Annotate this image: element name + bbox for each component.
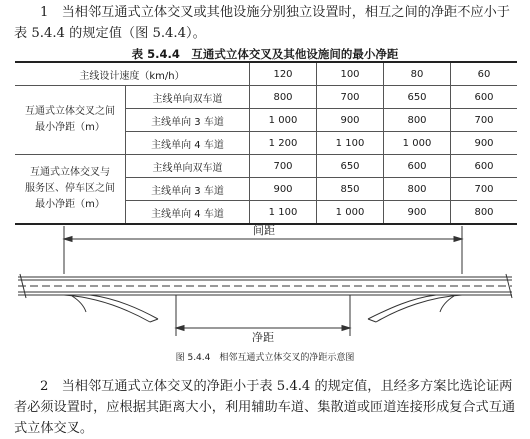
value-cell: 900 (451, 132, 518, 155)
value-cell: 700 (451, 109, 518, 132)
header-label: 主线设计速度（km/h） (15, 62, 250, 86)
value-cell: 850 (317, 178, 384, 201)
value-cell: 800 (250, 86, 317, 109)
table-header-row (15, 62, 517, 86)
bottom-dimension-label: 净距 (252, 331, 274, 342)
top-dimension-label: 间距 (253, 224, 275, 237)
value-cell: 1 000 (317, 201, 384, 225)
group-label: 互通式立体交叉与 服务区、停车区之间 最小净距（m） (15, 155, 126, 225)
speed-cell: 120 (250, 62, 317, 86)
value-cell: 800 (384, 109, 451, 132)
value-cell: 900 (384, 201, 451, 225)
min-distance-table (15, 61, 517, 225)
speed-cell: 60 (451, 62, 518, 86)
lane-label: 主线单向 3 车道 (126, 178, 250, 201)
lane-label: 主线单向双车道 (126, 86, 250, 109)
value-cell: 1 200 (250, 132, 317, 155)
group-label: 互通式立体交叉之间 最小净距（m） (15, 86, 126, 155)
lane-label: 主线单向 3 车道 (126, 109, 250, 132)
value-cell: 600 (451, 86, 518, 109)
value-cell: 800 (384, 178, 451, 201)
value-cell: 600 (384, 155, 451, 178)
value-cell: 600 (451, 155, 518, 178)
value-cell: 700 (317, 86, 384, 109)
table-row (15, 86, 517, 109)
speed-cell: 100 (317, 62, 384, 86)
lane-label: 主线单向双车道 (126, 155, 250, 178)
lane-label: 主线单向 4 车道 (126, 132, 250, 155)
table-caption: 表 5.4.4 互通式立体交叉及其他设施间的最小净距 (131, 47, 399, 61)
paragraph-1: 1 当相邻互通式立体交叉或其他设施分别独立设置时，相互之间的净距不应小于表 5.4.4 的规定值（图 5.4.4）。 (14, 5, 510, 41)
figure-caption: 图 5.4.4 相邻互通式立体交叉的净距示意图 (175, 353, 355, 363)
value-cell: 650 (317, 155, 384, 178)
value-cell: 800 (451, 201, 518, 225)
interchange-spacing-diagram (0, 222, 530, 342)
table-row (15, 155, 517, 178)
value-cell: 900 (250, 178, 317, 201)
value-cell: 700 (451, 178, 518, 201)
value-cell: 1 100 (250, 201, 317, 225)
value-cell: 1 000 (250, 109, 317, 132)
speed-cell: 80 (384, 62, 451, 86)
value-cell: 700 (250, 155, 317, 178)
value-cell: 650 (384, 86, 451, 109)
lane-label: 主线单向 4 车道 (126, 201, 250, 225)
value-cell: 900 (317, 109, 384, 132)
value-cell: 1 100 (317, 132, 384, 155)
value-cell: 1 000 (384, 132, 451, 155)
paragraph-2: 2 当相邻互通式立体交叉的净距小于表 5.4.4 的规定值，且经多方案比选论证两者必须设置时，应根据其距离大小，利用辅助车道、集散道或匝道连接形成复合式互通式立体交叉。 (14, 379, 516, 436)
